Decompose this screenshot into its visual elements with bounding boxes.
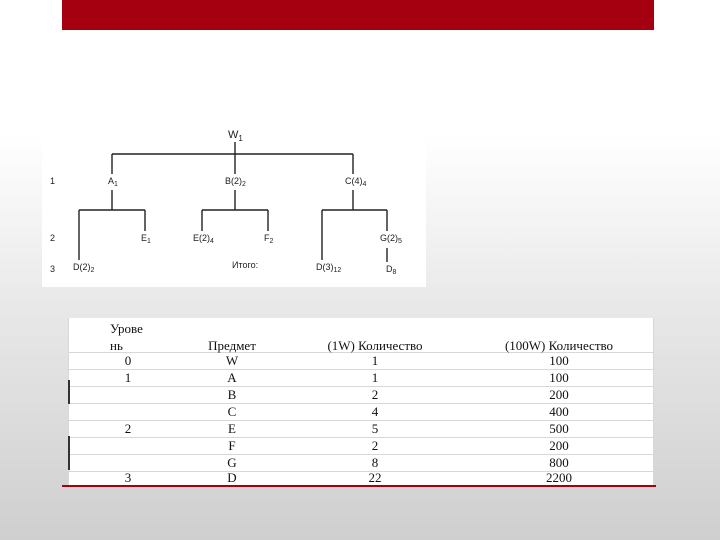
cell-qty-100w: 200 xyxy=(549,387,569,402)
total-label: Итого: xyxy=(232,260,259,270)
cell-item: B xyxy=(227,387,237,402)
cell-item: G xyxy=(227,455,237,470)
header-qty-100w: (100W) Количество xyxy=(504,338,614,353)
quantity-table xyxy=(68,318,654,487)
level-label-2: 2 xyxy=(50,233,56,243)
node-d-a: $D(2)_2$ xyxy=(73,262,95,274)
header-level-line1: Урове xyxy=(110,321,143,336)
cell-qty-1w: 22 xyxy=(368,470,382,485)
header-qty-1w: (1W) Количество xyxy=(327,338,423,353)
cell-level: 3 xyxy=(124,470,132,485)
bottom-accent-rule xyxy=(62,485,656,487)
tree-connectors xyxy=(79,142,387,262)
node-e1: $E_1$ xyxy=(141,233,151,245)
cell-qty-100w: 200 xyxy=(549,438,569,453)
cell-qty-1w: 1 xyxy=(371,353,379,368)
cell-item: W xyxy=(225,353,239,368)
cell-qty-100w: 800 xyxy=(549,455,569,470)
row-marker xyxy=(68,436,70,470)
node-root: $W_1$ xyxy=(228,129,243,143)
node-b: $B(2)_2$ xyxy=(225,176,246,188)
cell-item: F xyxy=(228,438,236,453)
product-structure-tree xyxy=(42,124,426,287)
row-marker xyxy=(68,380,70,404)
cell-level: 2 xyxy=(124,421,132,436)
header-level-line2: нь xyxy=(110,338,123,353)
cell-item: C xyxy=(227,404,237,419)
node-d-c: $D(3)_{12}$ xyxy=(316,262,342,274)
cell-qty-1w: 1 xyxy=(371,370,379,385)
cell-item: E xyxy=(228,421,236,436)
cell-qty-100w: 2200 xyxy=(546,470,572,485)
cell-qty-1w: 4 xyxy=(371,404,379,419)
cell-qty-1w: 2 xyxy=(371,438,379,453)
level-label-1: 1 xyxy=(50,176,56,186)
cell-qty-100w: 100 xyxy=(549,353,569,368)
cell-qty-1w: 2 xyxy=(371,387,379,402)
tree-diagram xyxy=(42,124,426,287)
cell-qty-1w: 8 xyxy=(371,455,379,470)
cell-item: D xyxy=(227,470,237,485)
cell-item: A xyxy=(227,370,237,385)
cell-level: 0 xyxy=(124,353,132,368)
node-a: $A_1$ xyxy=(108,176,118,188)
node-f: $F_2$ xyxy=(264,233,274,245)
node-d-g: $D_8$ xyxy=(386,264,397,276)
header-level xyxy=(76,320,170,354)
cell-qty-100w: 500 xyxy=(549,421,569,436)
title-bar xyxy=(62,0,654,30)
cell-qty-100w: 400 xyxy=(549,404,569,419)
header-item: Предмет xyxy=(208,338,256,353)
level-label-3: 3 xyxy=(50,264,56,274)
grid-line xyxy=(653,318,654,487)
cell-qty-100w: 100 xyxy=(549,370,569,385)
cell-level: 1 xyxy=(124,370,132,385)
node-e2: $E(2)_4$ xyxy=(193,233,214,245)
cell-qty-1w: 5 xyxy=(371,421,379,436)
node-g: $G(2)_5$ xyxy=(380,233,402,245)
node-c: $C(4)_4$ xyxy=(345,176,367,188)
